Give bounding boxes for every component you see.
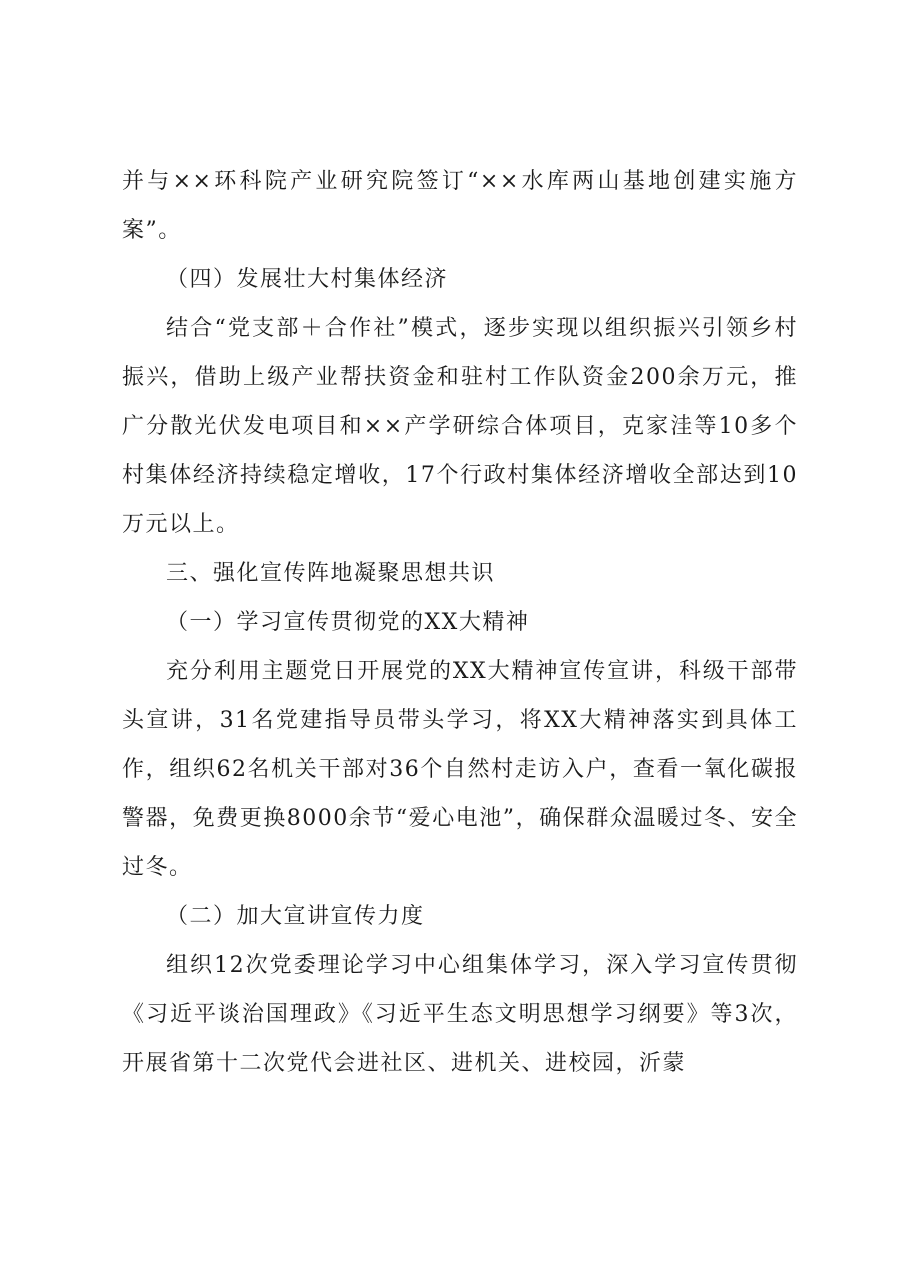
section-heading-2: （二）加大宣讲宣传力度	[166, 904, 425, 929]
paragraph-study-spirit: 充分利用主题党日开展党的XX大精神宣传宣讲，科级干部带头宣讲，31名党建指导员带头学习，将XX大精神落实到具体工作，组织62名机关干部对36个自然村走访入户，查看一氧化碳报警器，免费更换8000余节“爱心电池”，确保群众温暖过冬、安全过冬。	[122, 659, 798, 880]
paragraph-continued: 并与××环科院产业研究院签订“××水库两山基地创建实施方案”。	[122, 169, 798, 243]
document-body	[122, 157, 798, 1088]
section-heading-4: （四）发展壮大村集体经济	[166, 267, 449, 292]
paragraph-collective-economy: 结合“党支部＋合作社”模式，逐步实现以组织振兴引领乡村振兴，借助上级产业帮扶资金和驻村工作队资金200余万元，推广分散光伏发电项目和××产学研综合体项目，克家洼等10多个村集体经济持续稳定增收，17个行政村集体经济增收全部达到10万元以上。	[122, 316, 798, 537]
section-heading-1: （一）学习宣传贯彻党的XX大精神	[166, 610, 530, 635]
chapter-heading-3: 三、强化宣传阵地凝聚思想共识	[166, 561, 496, 586]
paragraph-publicity: 组织12次党委理论学习中心组集体学习，深入学习宣传贯彻《习近平谈治国理政》《习近平生态文明思想学习纲要》等3次，开展省第十二次党代会进社区、进机关、进校园，沂蒙	[122, 953, 798, 1076]
